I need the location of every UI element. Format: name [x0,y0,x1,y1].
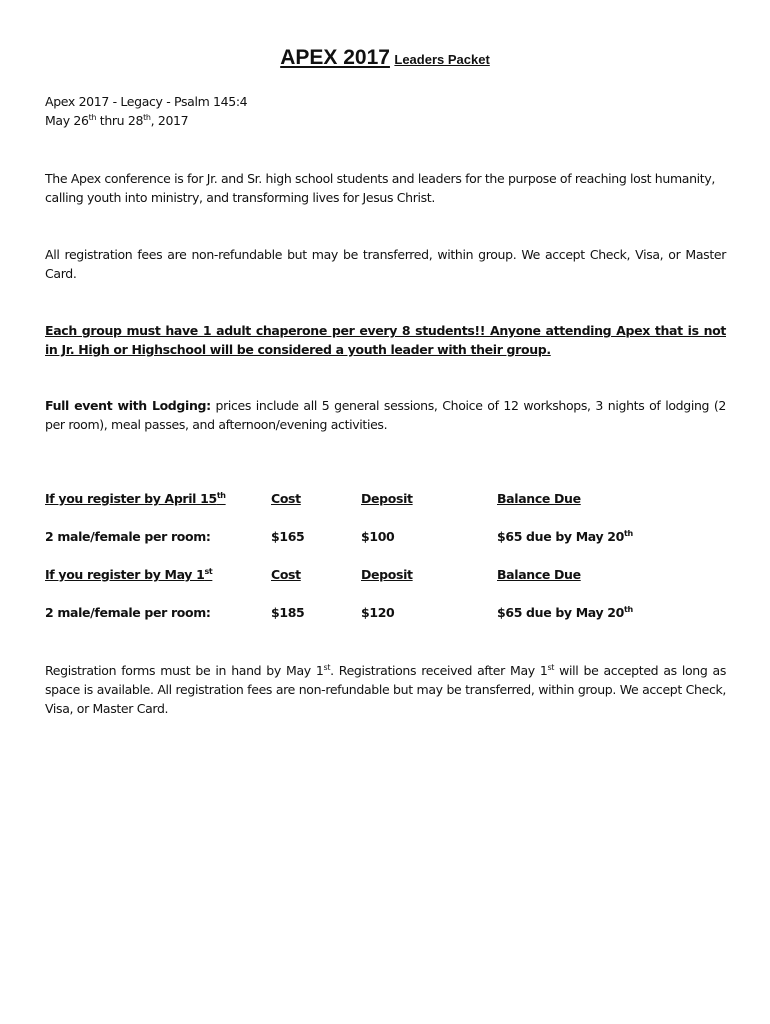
balance-text: $65 due by May 20 [497,605,625,620]
dates-part: , 2017 [150,113,189,128]
deposit-header: Deposit [361,567,413,582]
pricing-row-1 [45,529,745,549]
event-line: Apex 2017 - Legacy - Psalm 145:4 [45,94,248,109]
event-dates [45,111,726,130]
deposit-value: $120 [361,605,395,620]
closing-paragraph [45,661,726,718]
pricing-header-1 [45,491,745,511]
dates-part: thru 28 [96,113,144,128]
balance-value [497,605,633,620]
closing-part: will be accepted as long as space is available. All registration fees are non-refundable but may be transferred, within group. We accept Check, Visa, or Master Card. [45,663,726,716]
chaperone-notice: Each group must have 1 adult chaperone per every 8 students!! Anyone attending Apex that is not in Jr. High or Highschool will be considered a youth leader with their group. [45,323,726,357]
cost-header: Cost [271,491,301,506]
page-title [0,46,770,70]
deposit-header: Deposit [361,491,413,506]
label-sup: th [216,490,226,500]
balance-header: Balance Due [497,567,581,582]
closing-part: Registration forms must be in hand by May 1 [45,663,324,678]
label-sup: st [204,566,213,576]
lodging-text: prices include all 5 general sessions, Choice of 12 workshops, 3 nights of lodging (2 per room), meal passes, and afternoon/evening activities. [45,398,727,432]
lodging-paragraph [45,396,726,434]
balance-header: Balance Due [497,491,581,506]
room-type: 2 male/female per room: [45,605,211,620]
balance-text: $65 due by May 20 [497,529,625,544]
balance-sup: th [624,604,633,614]
closing-part: . Registrations received after May 1 [330,663,548,678]
pricing-label [45,491,263,506]
room-type: 2 male/female per room: [45,529,211,544]
label-text: If you register by May 1 [45,567,205,582]
dates-sup: th [88,112,97,122]
label-text: If you register by April 15 [45,491,217,506]
event-info [45,92,726,130]
pricing-header-2 [45,567,745,587]
dates-sup: th [143,112,151,122]
cost-value: $165 [271,529,305,544]
title-sub: Leaders Packet [394,52,490,67]
balance-value [497,529,633,544]
closing-sup: st [323,662,331,672]
cost-header: Cost [271,567,301,582]
deposit-value: $100 [361,529,395,544]
balance-sup: th [624,528,633,538]
closing-sup: st [547,662,555,672]
lodging-label: Full event with Lodging: [45,398,211,413]
pricing-row-2 [45,605,745,625]
title-main: APEX 2017 [280,46,390,69]
dates-part: May 26 [45,113,89,128]
fees-paragraph: All registration fees are non-refundable but may be transferred, within group. We accept Check, Visa, or Master Card. [45,247,726,281]
cost-value: $185 [271,605,305,620]
pricing-label [45,567,263,582]
purpose-paragraph: The Apex conference is for Jr. and Sr. high school students and leaders for the purpose of reaching lost humanity, calling youth into ministry, and transforming lives for Jesus Christ. [45,171,716,205]
